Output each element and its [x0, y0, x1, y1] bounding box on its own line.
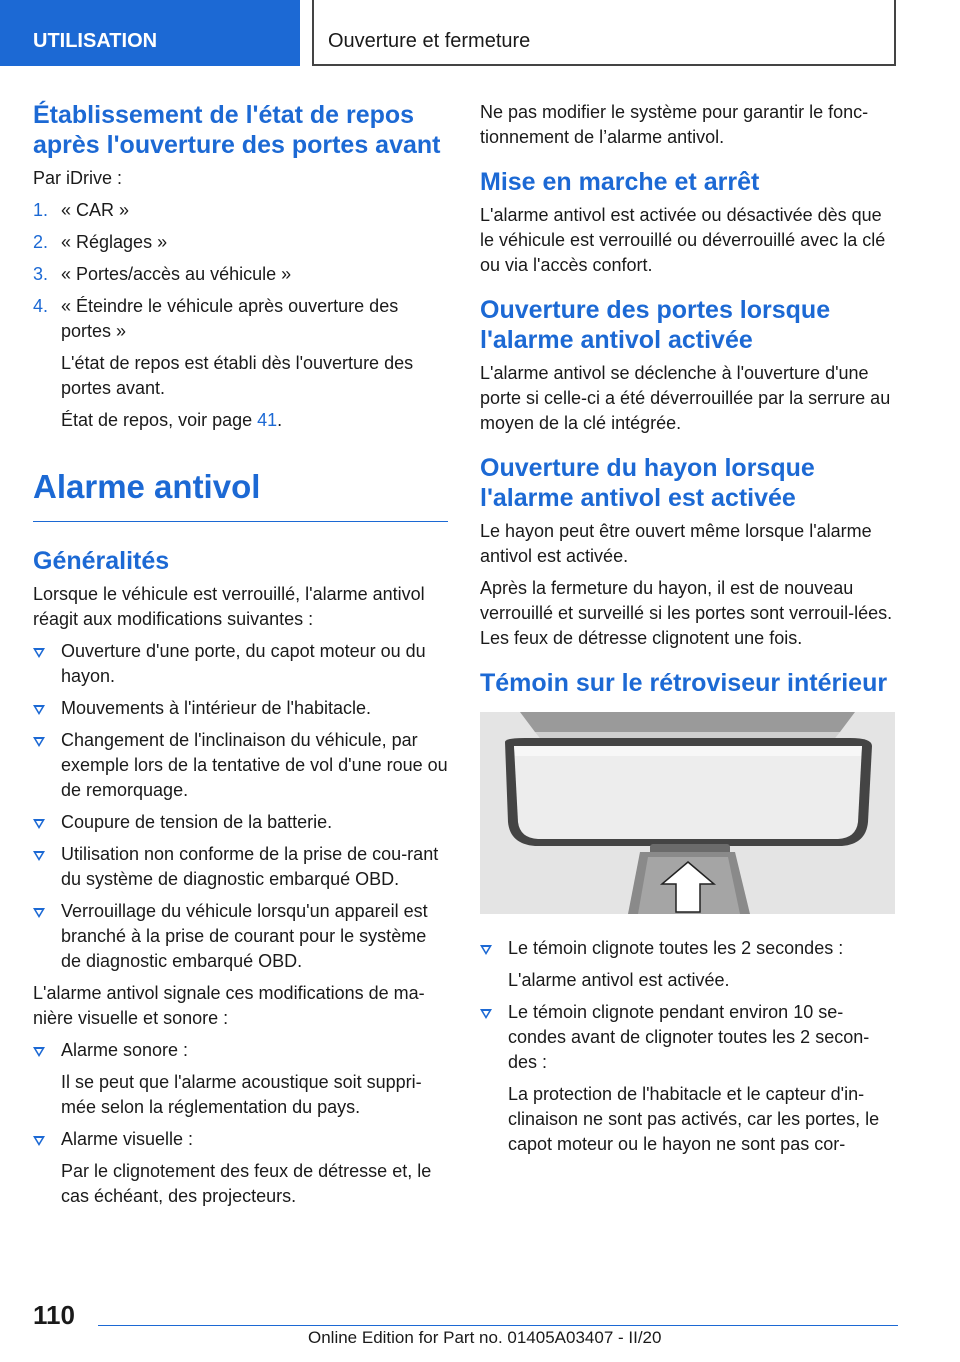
step-number: 4. — [33, 296, 49, 316]
page-link[interactable]: 41 — [257, 410, 278, 430]
rest-intro: Par iDrive : — [33, 168, 123, 188]
intro-text: Ne pas modifier le système pour garantir le fonc-tionnement de l’alarme antivol. — [480, 102, 869, 147]
triangle-bullet-icon — [33, 908, 45, 918]
left-column — [33, 100, 448, 1216]
tailgate-heading: Ouverture du hayon lorsque l'alarme antivol est activée — [480, 454, 815, 512]
edition-note: Online Edition for Part no. 01405A03407 - II/20 — [308, 1328, 662, 1347]
item-text: Utilisation non conforme de la prise de cou-rant du système de diagnostic embarqué OBD. — [61, 844, 439, 889]
list-item — [480, 1000, 898, 1075]
step-text: « Réglages » — [61, 232, 168, 252]
triangle-bullet-icon — [33, 648, 45, 658]
item-text: Verrouillage du véhicule lorsqu'un appareil est branché à la prise de courant pour le système de diagnostic embarqué OBD. — [61, 901, 428, 971]
signal-list — [33, 1038, 448, 1209]
indicator-heading: Témoin sur le rétroviseur intérieur — [480, 669, 888, 697]
chapter-title: Ouverture et fermeture — [312, 0, 896, 66]
mirror-icon — [480, 712, 895, 914]
rest-reference — [33, 408, 448, 433]
item-detail: L'alarme antivol est activée. — [508, 970, 730, 990]
list-item — [33, 1038, 448, 1063]
triangle-bullet-icon — [33, 1136, 45, 1146]
list-item — [33, 899, 448, 974]
step-text: « Éteindre le véhicule après ouverture des portes » — [61, 296, 399, 341]
list-item — [33, 639, 448, 689]
tailgate-text-1: Le hayon peut être ouvert même lorsque l'alarme antivol est activée. — [480, 521, 872, 566]
list-item — [33, 1127, 448, 1152]
triangle-bullet-icon — [33, 851, 45, 861]
onoff-text: L'alarme antivol est activée ou désactivée dès que le véhicule est verrouillé ou déverrouillé avec la clé ou via l'accès confort. — [480, 205, 886, 275]
reference-suffix: . — [277, 410, 283, 430]
item-text: Mouvements à l'intérieur de l'habitacle. — [61, 698, 372, 718]
list-item — [33, 198, 448, 223]
doors-heading: Ouverture des portes lorsque l'alarme antivol activée — [480, 296, 831, 354]
rearview-mirror-illustration — [480, 712, 895, 914]
item-text: Changement de l'inclinaison du véhicule, par exemple lors de la tentative de vol d'une roue ou de remorquage. — [61, 730, 448, 800]
item-label: Alarme visuelle : — [61, 1129, 194, 1149]
triangle-bullet-icon — [33, 705, 45, 715]
list-item — [480, 936, 898, 961]
step-number: 1. — [33, 200, 49, 220]
list-item — [33, 728, 448, 803]
footer-divider — [98, 1325, 898, 1326]
step-number: 2. — [33, 232, 49, 252]
list-item — [33, 810, 448, 835]
step-text: « Portes/accès au véhicule » — [61, 264, 292, 284]
rest-steps-list — [33, 198, 448, 433]
item-text: Ouverture d'une porte, du capot moteur ou du hayon. — [61, 641, 426, 686]
list-item — [33, 696, 448, 721]
item-label: Le témoin clignote pendant environ 10 se-condes avant de clignoter toutes les 2 secon-des : — [508, 1002, 870, 1072]
step-text: « CAR » — [61, 200, 130, 220]
list-item — [33, 842, 448, 892]
list-item — [33, 230, 448, 255]
general-intro: Lorsque le véhicule est verrouillé, l'alarme antivol réagit aux modifications suivantes : — [33, 584, 425, 629]
triangle-bullet-icon — [480, 1009, 492, 1019]
doors-text: L'alarme antivol se déclenche à l'ouverture d'une porte si celle-ci a été déverrouillée par la serrure au moyen de la clé intégrée. — [480, 363, 891, 433]
triangle-bullet-icon — [33, 737, 45, 747]
signal-intro: L'alarme antivol signale ces modifications de ma-nière visuelle et sonore : — [33, 983, 425, 1028]
step-number: 3. — [33, 264, 49, 284]
tailgate-text-2: Après la fermeture du hayon, il est de nouveau verrouillé et surveillé si les portes sont verrouil-lées. Les feux de détresse clignotent une fois. — [480, 578, 893, 648]
page-header — [0, 0, 960, 66]
rest-note: L'état de repos est établi dès l'ouverture des portes avant. — [61, 353, 414, 398]
list-item — [33, 262, 448, 287]
section-tab: UTILISATION — [0, 0, 300, 66]
right-column — [480, 100, 898, 1164]
item-detail: Par le clignotement des feux de détresse et, le cas échéant, des projecteurs. — [61, 1161, 432, 1206]
onoff-heading: Mise en marche et arrêt — [480, 168, 760, 196]
item-label: Alarme sonore : — [61, 1040, 189, 1060]
reference-prefix: État de repos, voir page — [61, 410, 258, 430]
indicator-list — [480, 936, 898, 1157]
item-detail: La protection de l'habitacle et le capteur d'in-clinaison ne sont pas activés, car les portes, le capot moteur ou le hayon ne sont pas cor- — [508, 1084, 880, 1154]
list-item — [33, 294, 448, 344]
item-detail: Il se peut que l'alarme acoustique soit suppri-mée selon la réglementation du pays. — [61, 1072, 422, 1117]
alarm-heading: Alarme antivol — [33, 467, 448, 522]
general-heading: Généralités — [33, 547, 170, 575]
triangle-bullet-icon — [33, 1047, 45, 1057]
item-label: Le témoin clignote toutes les 2 secondes : — [508, 938, 844, 958]
page-number: 110 — [33, 1300, 75, 1330]
triangle-bullet-icon — [480, 945, 492, 955]
item-text: Coupure de tension de la batterie. — [61, 812, 333, 832]
triangle-bullet-icon — [33, 819, 45, 829]
general-list — [33, 639, 448, 974]
rest-state-heading: Établissement de l'état de repos après l'ouverture des portes avant — [33, 101, 441, 159]
